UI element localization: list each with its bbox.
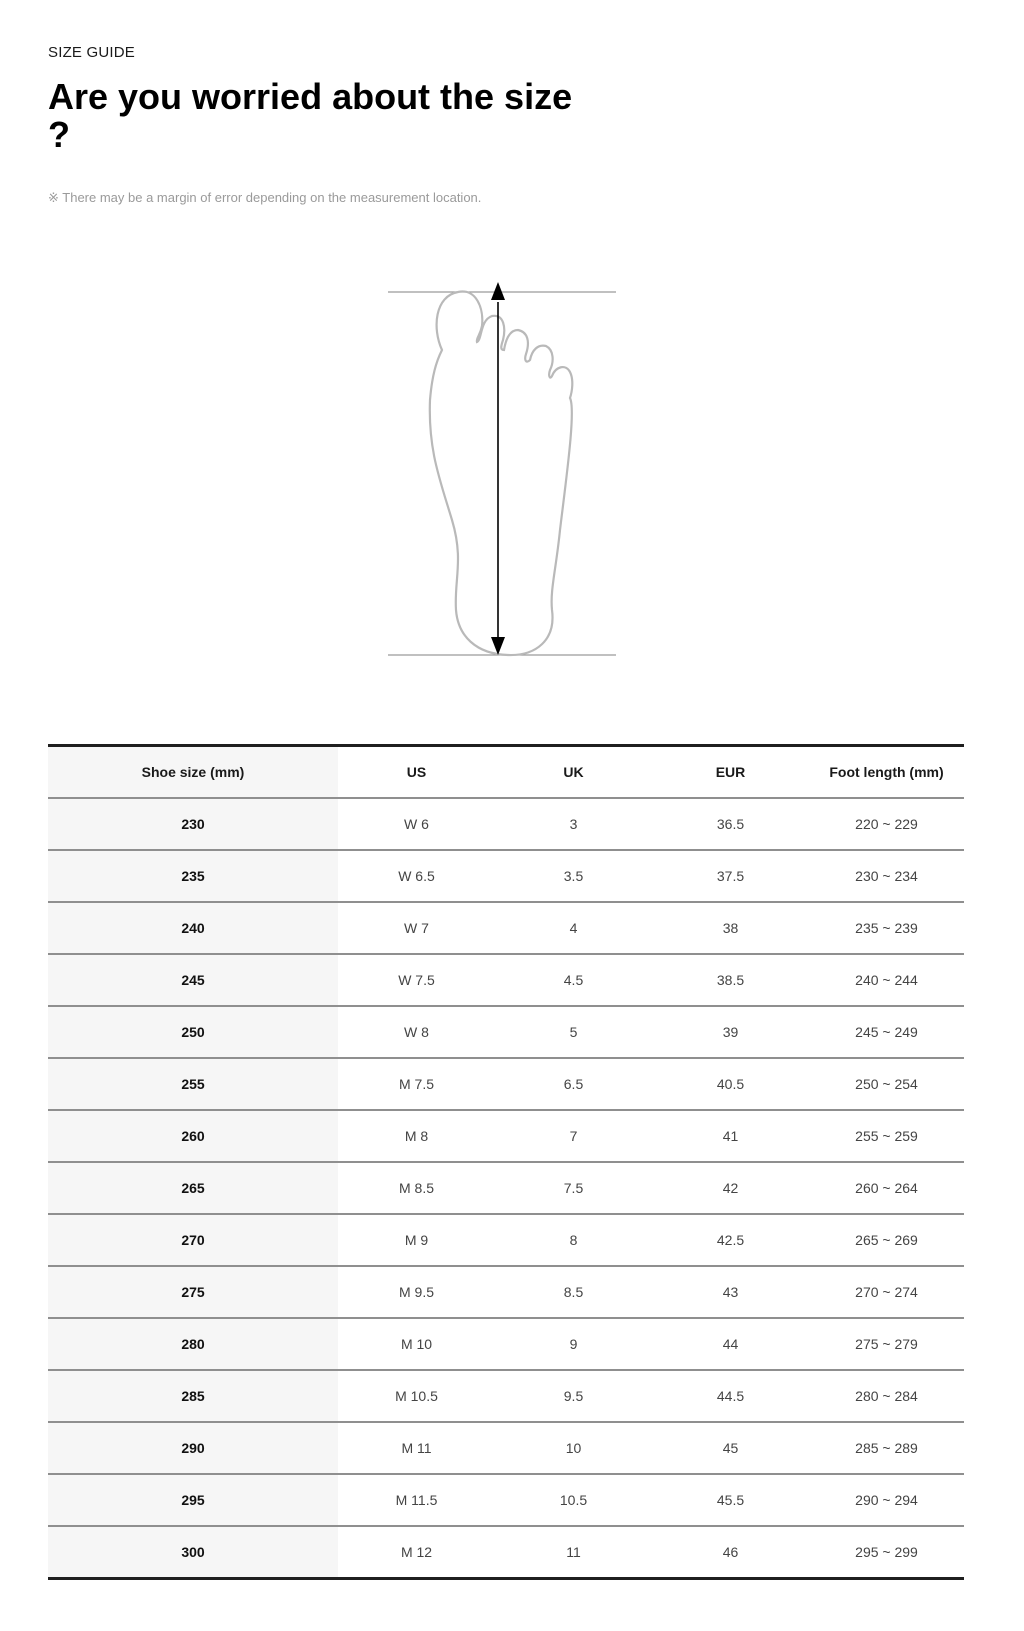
cell-eur: 45	[652, 1422, 809, 1474]
cell-uk: 7	[495, 1110, 652, 1162]
cell-eur: 43	[652, 1266, 809, 1318]
cell-us: M 9.5	[338, 1266, 495, 1318]
cell-foot-length: 275 ~ 279	[809, 1318, 964, 1370]
cell-us: W 8	[338, 1006, 495, 1058]
cell-uk: 5	[495, 1006, 652, 1058]
cell-shoe-size: 300	[48, 1526, 338, 1579]
header-foot-length: Foot length (mm)	[809, 746, 964, 799]
page-title: Are you worried about the size ?	[48, 76, 573, 155]
table-row	[48, 1162, 964, 1214]
cell-foot-length: 270 ~ 274	[809, 1266, 964, 1318]
cell-shoe-size: 250	[48, 1006, 338, 1058]
cell-foot-length: 245 ~ 249	[809, 1006, 964, 1058]
cell-foot-length: 230 ~ 234	[809, 850, 964, 902]
table-row	[48, 954, 964, 1006]
cell-shoe-size: 285	[48, 1370, 338, 1422]
cell-us: W 6.5	[338, 850, 495, 902]
cell-uk: 3	[495, 798, 652, 850]
cell-shoe-size: 270	[48, 1214, 338, 1266]
cell-uk: 7.5	[495, 1162, 652, 1214]
cell-eur: 44	[652, 1318, 809, 1370]
cell-shoe-size: 245	[48, 954, 338, 1006]
cell-eur: 40.5	[652, 1058, 809, 1110]
cell-foot-length: 285 ~ 289	[809, 1422, 964, 1474]
cell-us: M 9	[338, 1214, 495, 1266]
measurement-note: ※ There may be a margin of error depending on the measurement location.	[48, 190, 482, 205]
cell-uk: 10.5	[495, 1474, 652, 1526]
cell-uk: 6.5	[495, 1058, 652, 1110]
cell-eur: 38	[652, 902, 809, 954]
cell-shoe-size: 255	[48, 1058, 338, 1110]
cell-foot-length: 290 ~ 294	[809, 1474, 964, 1526]
cell-us: M 10	[338, 1318, 495, 1370]
cell-uk: 9.5	[495, 1370, 652, 1422]
cell-eur: 41	[652, 1110, 809, 1162]
cell-shoe-size: 235	[48, 850, 338, 902]
cell-eur: 42.5	[652, 1214, 809, 1266]
cell-us: M 8	[338, 1110, 495, 1162]
table-row	[48, 1006, 964, 1058]
table-row	[48, 1110, 964, 1162]
cell-uk: 11	[566, 1544, 581, 1560]
cell-foot-length: 250 ~ 254	[809, 1058, 964, 1110]
table-row	[48, 1526, 964, 1579]
cell-uk: 4	[495, 902, 652, 954]
cell-foot-length: 255 ~ 259	[809, 1110, 964, 1162]
cell-foot-length: 265 ~ 269	[809, 1214, 964, 1266]
cell-uk: 3.5	[495, 850, 652, 902]
cell-shoe-size: 240	[48, 902, 338, 954]
cell-foot-length: 240 ~ 244	[809, 954, 964, 1006]
table-row	[48, 850, 964, 902]
header-shoe-size: Shoe size (mm)	[48, 746, 338, 799]
cell-us: W 6	[338, 798, 495, 850]
table-row	[48, 1318, 964, 1370]
table-row	[48, 1214, 964, 1266]
table-row	[48, 1370, 964, 1422]
cell-shoe-size: 280	[48, 1318, 338, 1370]
table-row	[48, 798, 964, 850]
cell-us: M 8.5	[338, 1162, 495, 1214]
cell-shoe-size: 290	[48, 1422, 338, 1474]
cell-foot-length: 260 ~ 264	[809, 1162, 964, 1214]
cell-foot-length: 235 ~ 239	[809, 902, 964, 954]
cell-eur: 42	[652, 1162, 809, 1214]
cell-shoe-size: 230	[48, 798, 338, 850]
cell-eur: 44.5	[652, 1370, 809, 1422]
table-header-row	[48, 746, 964, 799]
cell-eur: 38.5	[652, 954, 809, 1006]
header-uk: UK	[495, 746, 652, 799]
table-row	[48, 902, 964, 954]
table-row	[48, 1474, 964, 1526]
cell-us: M 11.5	[338, 1474, 495, 1526]
cell-eur: 37.5	[652, 850, 809, 902]
cell-foot-length: 220 ~ 229	[809, 798, 964, 850]
cell-eur: 46	[722, 1544, 739, 1560]
header-us: US	[338, 746, 495, 799]
cell-us: W 7	[338, 902, 495, 954]
size-chart-table	[48, 744, 964, 1580]
cell-uk: 8	[495, 1214, 652, 1266]
foot-length-measurement-icon	[380, 280, 630, 665]
cell-eur: 36.5	[652, 798, 809, 850]
cell-us: M 10.5	[338, 1370, 495, 1422]
table-row	[48, 1266, 964, 1318]
cell-eur: 45.5	[652, 1474, 809, 1526]
cell-uk: 8.5	[495, 1266, 652, 1318]
cell-shoe-size: 260	[48, 1110, 338, 1162]
header-eur: EUR	[652, 746, 809, 799]
cell-shoe-size: 265	[48, 1162, 338, 1214]
cell-shoe-size: 295	[48, 1474, 338, 1526]
cell-uk: 9	[495, 1318, 652, 1370]
cell-eur: 39	[652, 1006, 809, 1058]
cell-foot-length: 295 ~ 299	[855, 1544, 918, 1560]
cell-us: M 7.5	[338, 1058, 495, 1110]
cell-uk: 4.5	[495, 954, 652, 1006]
table-row	[48, 1058, 964, 1110]
cell-shoe-size: 275	[48, 1266, 338, 1318]
table-row	[48, 1422, 964, 1474]
cell-us: M 12	[400, 1544, 433, 1560]
foot-diagram	[380, 280, 630, 665]
cell-us: W 7.5	[338, 954, 495, 1006]
cell-us: M 11	[338, 1422, 495, 1474]
cell-foot-length: 280 ~ 284	[809, 1370, 964, 1422]
cell-uk: 10	[495, 1422, 652, 1474]
size-guide-eyebrow: SIZE GUIDE	[48, 44, 136, 61]
